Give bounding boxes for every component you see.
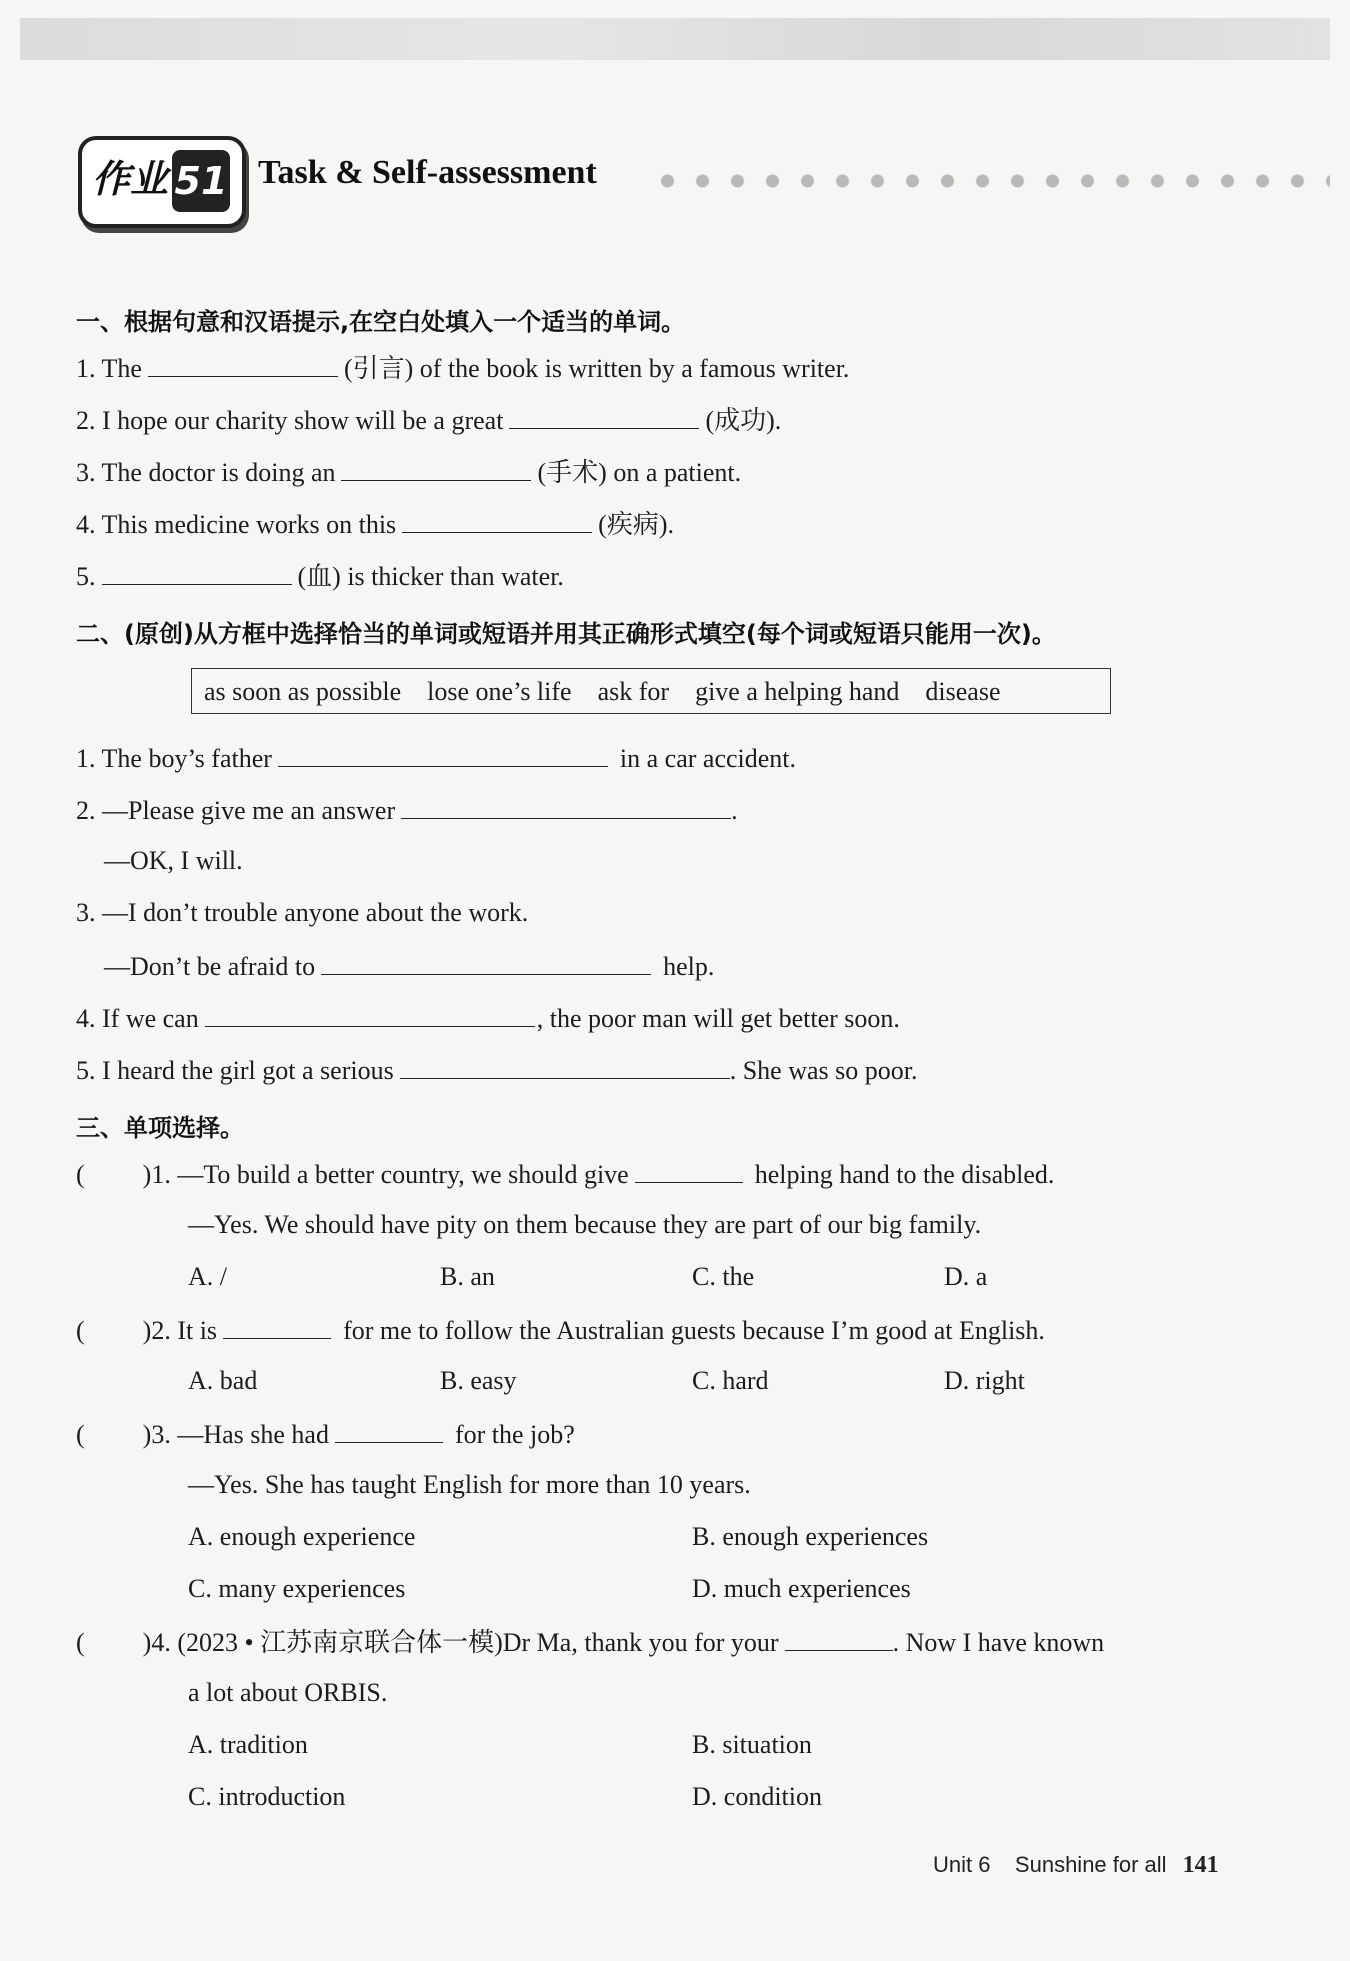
word-option: ask for [597,677,670,706]
s1-item-1-hint: (引言) [343,354,414,383]
mcq-2 [76,1314,1045,1346]
s2-item-2 [76,794,738,826]
word-option: disease [925,677,1001,706]
s2-item-3-reply-post: help. [663,952,715,981]
s2-item-1 [76,742,796,774]
s2-item-5-post: . She was so poor. [729,1056,918,1085]
s1-item-3-hint: (手术) [537,458,607,487]
s2-item-3-reply [104,950,714,982]
section1-title: 一、根据句意和汉语提示,在空白处填入一个适当的单词。 [76,308,686,336]
mcq-4-option-c[interactable]: C. introduction [188,1782,346,1811]
answer-blank[interactable] [401,794,731,819]
s1-item-5 [76,560,564,592]
page-footer [933,1852,1219,1879]
answer-blank[interactable] [785,1626,893,1651]
mcq-1-post: helping hand to the disabled. [754,1160,1055,1189]
s2-item-4-post: , the poor man will get better soon. [536,1004,900,1033]
word-box [191,668,1111,714]
badge-label: 作业 [92,157,169,201]
s1-item-3-pre: 3. The doctor is doing an [76,458,336,487]
s2-item-4-pre: 4. If we can [76,1004,199,1033]
mcq-1-option-a[interactable]: A. / [188,1262,227,1291]
answer-blank[interactable] [223,1314,331,1339]
section3-title: 三、单项选择。 [76,1114,244,1142]
page-title: Task & Self-assessment [258,154,597,191]
answer-blank[interactable] [341,456,531,481]
s1-item-2-pre: 2. I hope our charity show will be a great [76,406,504,435]
mcq-4-line2: a lot about ORBIS. [188,1678,388,1707]
s2-item-2-post: . [731,796,738,825]
s1-item-2 [76,404,781,436]
s1-item-1 [76,352,849,384]
s1-item-5-pre: 5. [76,562,96,591]
mcq-4 [76,1626,1104,1658]
s2-item-1-pre: 1. The boy’s father [76,744,272,773]
mcq-2-option-a[interactable]: A. bad [188,1366,258,1395]
answer-blank[interactable] [400,1054,730,1079]
s1-item-4-hint: (疾病). [598,510,674,539]
mcq-1-stem: )1. —To build a better country, we should give [142,1160,629,1189]
s1-item-1-post: of the book is written by a famous writer. [419,354,850,383]
header [78,136,1338,226]
mcq-1-option-d[interactable]: D. a [944,1262,988,1291]
s1-item-3 [76,456,741,488]
s1-item-4-pre: 4. This medicine works on this [76,510,397,539]
mcq-2-option-c[interactable]: C. hard [692,1366,769,1395]
mcq-2-option-d[interactable]: D. right [944,1366,1025,1395]
mcq-2-option-b[interactable]: B. easy [440,1366,517,1395]
mcq-3-option-c[interactable]: C. many experiences [188,1574,406,1603]
s2-item-5 [76,1054,917,1086]
s1-item-4 [76,508,674,540]
word-option: give a helping hand [695,677,900,706]
mcq-4-option-a[interactable]: A. tradition [188,1730,308,1759]
answer-blank[interactable] [205,1002,535,1027]
mcq-4-stem: )4. (2023 • 江苏南京联合体一模)Dr Ma, thank you for your [142,1628,779,1657]
answer-paren[interactable]: ( [76,1316,85,1345]
word-option: as soon as possible [204,677,402,706]
answer-blank[interactable] [321,950,651,975]
mcq-4-option-d[interactable]: D. condition [692,1782,822,1811]
mcq-3 [76,1418,575,1450]
answer-blank[interactable] [635,1158,743,1183]
mcq-4-post: . Now I have known [892,1628,1105,1657]
mcq-1-line2: —Yes. We should have pity on them because they are part of our big family. [188,1210,982,1239]
mcq-2-stem: )2. It is [142,1316,218,1345]
homework-badge [78,136,246,228]
answer-blank[interactable] [148,352,338,377]
mcq-1 [76,1158,1054,1190]
answer-paren[interactable]: ( [76,1628,85,1657]
s1-item-2-hint: (成功). [705,406,782,435]
top-banner [20,18,1330,60]
s2-item-5-pre: 5. I heard the girl got a serious [76,1056,394,1085]
mcq-1-option-b[interactable]: B. an [440,1262,495,1291]
answer-paren[interactable]: ( [76,1160,85,1189]
mcq-3-line2: —Yes. She has taught English for more than 10 years. [188,1470,751,1499]
s1-item-5-post: is thicker than water. [347,562,564,591]
s2-item-1-post: in a car accident. [619,744,797,773]
mcq-3-option-b[interactable]: B. enough experiences [692,1522,929,1551]
answer-blank[interactable] [102,560,292,585]
footer-unit: Unit 6 Sunshine for all [933,1852,1167,1877]
s2-item-3-reply-pre: —Don’t be afraid to [104,952,316,981]
page-number: 141 [1182,1852,1219,1878]
answer-paren[interactable]: ( [76,1420,85,1449]
s2-item-2-reply: —OK, I will. [104,846,243,875]
answer-blank[interactable] [278,742,608,767]
s2-item-3: 3. —I don’t trouble anyone about the work. [76,898,529,927]
answer-blank[interactable] [509,404,699,429]
s1-item-1-pre: 1. The [76,354,142,383]
mcq-2-post: for me to follow the Australian guests because I’m good at English. [343,1316,1045,1345]
badge-number: 51 [172,150,230,212]
word-option: lose one’s life [427,677,572,706]
mcq-3-stem: )3. —Has she had [142,1420,329,1449]
s2-item-2-pre: 2. —Please give me an answer [76,796,396,825]
mcq-3-option-a[interactable]: A. enough experience [188,1522,416,1551]
answer-blank[interactable] [335,1418,443,1443]
mcq-1-option-c[interactable]: C. the [692,1262,755,1291]
mcq-3-option-d[interactable]: D. much experiences [692,1574,911,1603]
mcq-3-post: for the job? [454,1420,575,1449]
s1-item-5-hint: (血) [297,562,341,591]
section2-title: 二、(原创)从方框中选择恰当的单词或短语并用其正确形式填空(每个词或短语只能用一次)。 [76,620,1056,648]
s2-item-4 [76,1002,900,1034]
mcq-4-option-b[interactable]: B. situation [692,1730,812,1759]
dotted-rule [650,174,1330,188]
s1-item-3-post: on a patient. [613,458,742,487]
answer-blank[interactable] [402,508,592,533]
